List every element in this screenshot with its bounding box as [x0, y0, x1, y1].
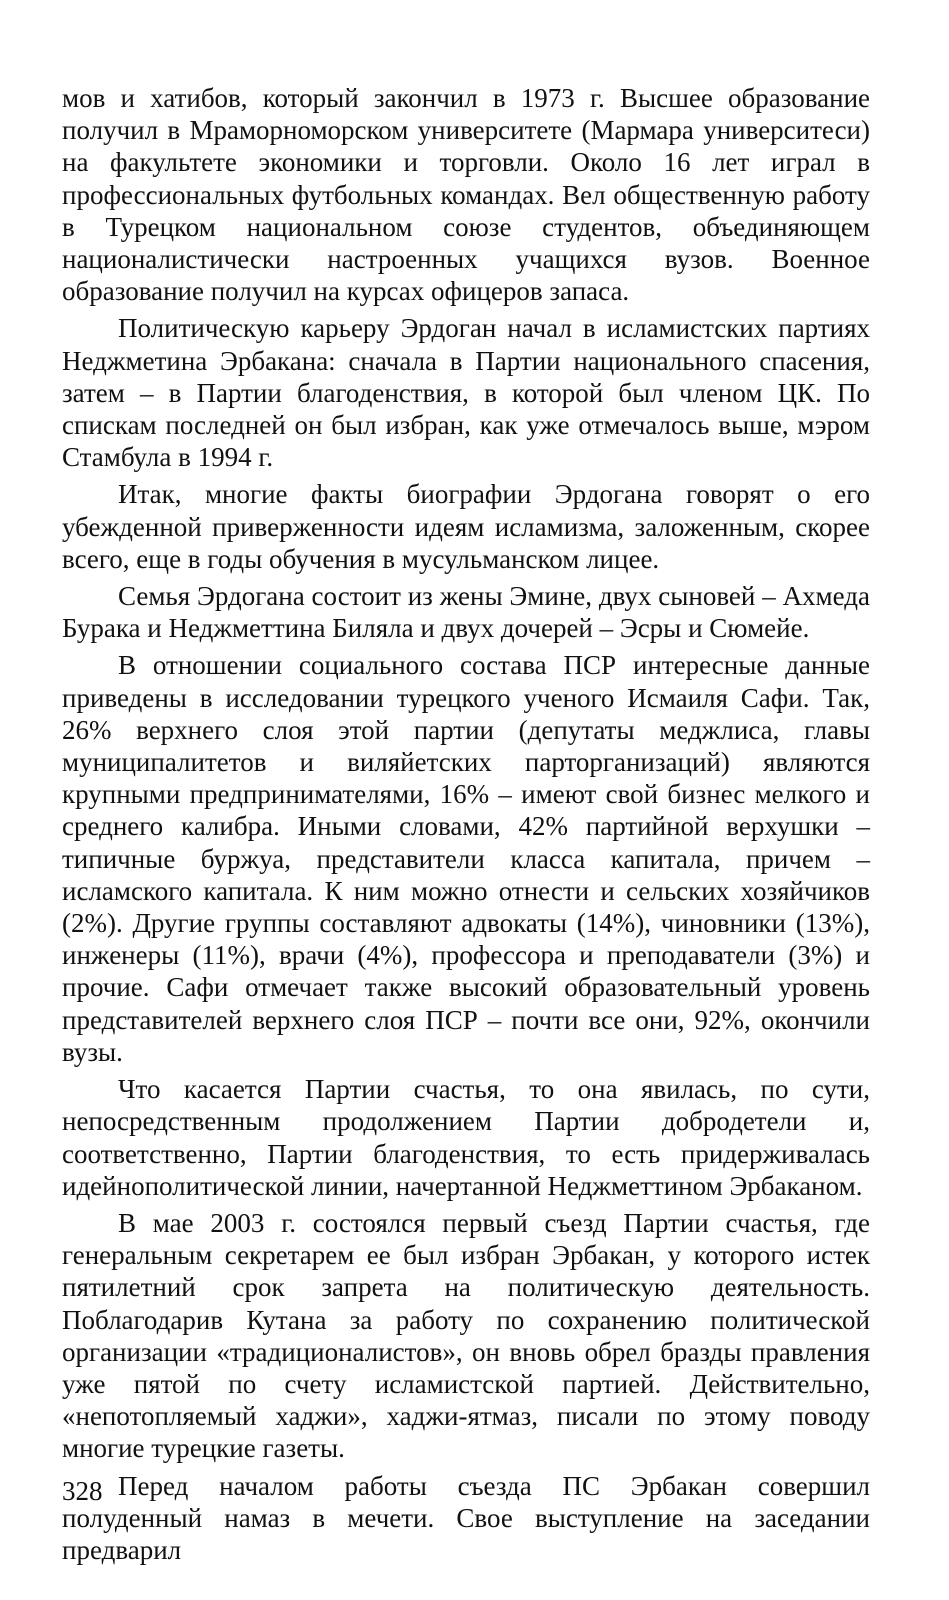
paragraph-1: мов и хатибов, который закончил в 1973 г. Высшее образование получил в Мраморноморском университете (Мармара университеси) на факультете экономики и торговли. Около 16 лет играл в профессиональных футбольных командах. Вел общественную работу в Турецком национальном союзе студентов, объединяющем националистически настроенных учащихся вузов. Военное образование получил на курсах офицеров запаса. — [62, 83, 870, 307]
paragraph-4: Семья Эрдогана состоит из жены Эмине, двух сыновей – Ахмеда Бурака и Неджметтина Биляла и двух дочерей – Эсры и Сюмейе. — [62, 581, 870, 644]
page-body — [62, 82, 870, 1571]
paragraph-8: Перед началом работы съезда ПС Эрбакан совершил полуденный намаз в мечети. Свое выступление на заседании предварил — [62, 1470, 870, 1565]
paragraph-2: Политическую карьеру Эрдоган начал в исламистских партиях Неджметина Эрбакана: сначала в Партии национального спасения, затем – в Партии благоденствия, в которой был членом ЦК. По спискам последней он был избран, как уже отмечалось выше, мэром Стамбула в 1994 г. — [62, 313, 870, 473]
paragraph-6: Что касается Партии счастья, то она явилась, по сути, непосредственным продолжением Партии добродетели и, соответственно, Партии благоденствия, то есть придерживалась идейнополитической линии, начертанной Неджметтином Эрбаканом. — [62, 1074, 870, 1201]
paragraph-7: В мае 2003 г. состоялся первый съезд Партии счастья, где генеральным секретарем ее был избран Эрбакан, у которого истек пятилетний срок запрета на политическую деятельность. Поблагодарив Кутана за работу по сохранению политической организации «традиционалистов», он вновь обрел бразды правления уже пятой по счету исламистской партией. Действительно, «непотопляемый хаджи», хаджи-ятмаз, писали по этому поводу многие турецкие газеты. — [62, 1207, 870, 1464]
paragraph-5: В отношении социального состава ПСР интересные данные приведены в исследовании турецкого ученого Исмаиля Сафи. Так, 26% верхнего слоя этой партии (депутаты меджлиса, главы муниципалитетов и виляйетских парторганизаций) являются крупными предпринимателями, 16% – имеют свой бизнес мелкого и среднего калибра. Иными словами, 42% партийной верхушки – типичные буржуа, представители класса капитала, причем – исламского капитала. К ним можно отнести и сельских хозяйчиков (2%). Другие группы составляют адвокаты (14%), чиновники (13%), инженеры (11%), врачи (4%), профессора и преподаватели (3%) и прочие. Сафи отмечает также высокий образовательный уровень представителей верхнего слоя ПСР – почти все они, 92%, окончили вузы. — [62, 650, 870, 1067]
page-number: 328 — [62, 1476, 103, 1506]
paragraph-3: Итак, многие факты биографии Эрдогана говорят о его убежденной приверженности идеям исламизма, заложенным, скорее всего, еще в годы обучения в мусульманском лицее. — [62, 479, 870, 574]
